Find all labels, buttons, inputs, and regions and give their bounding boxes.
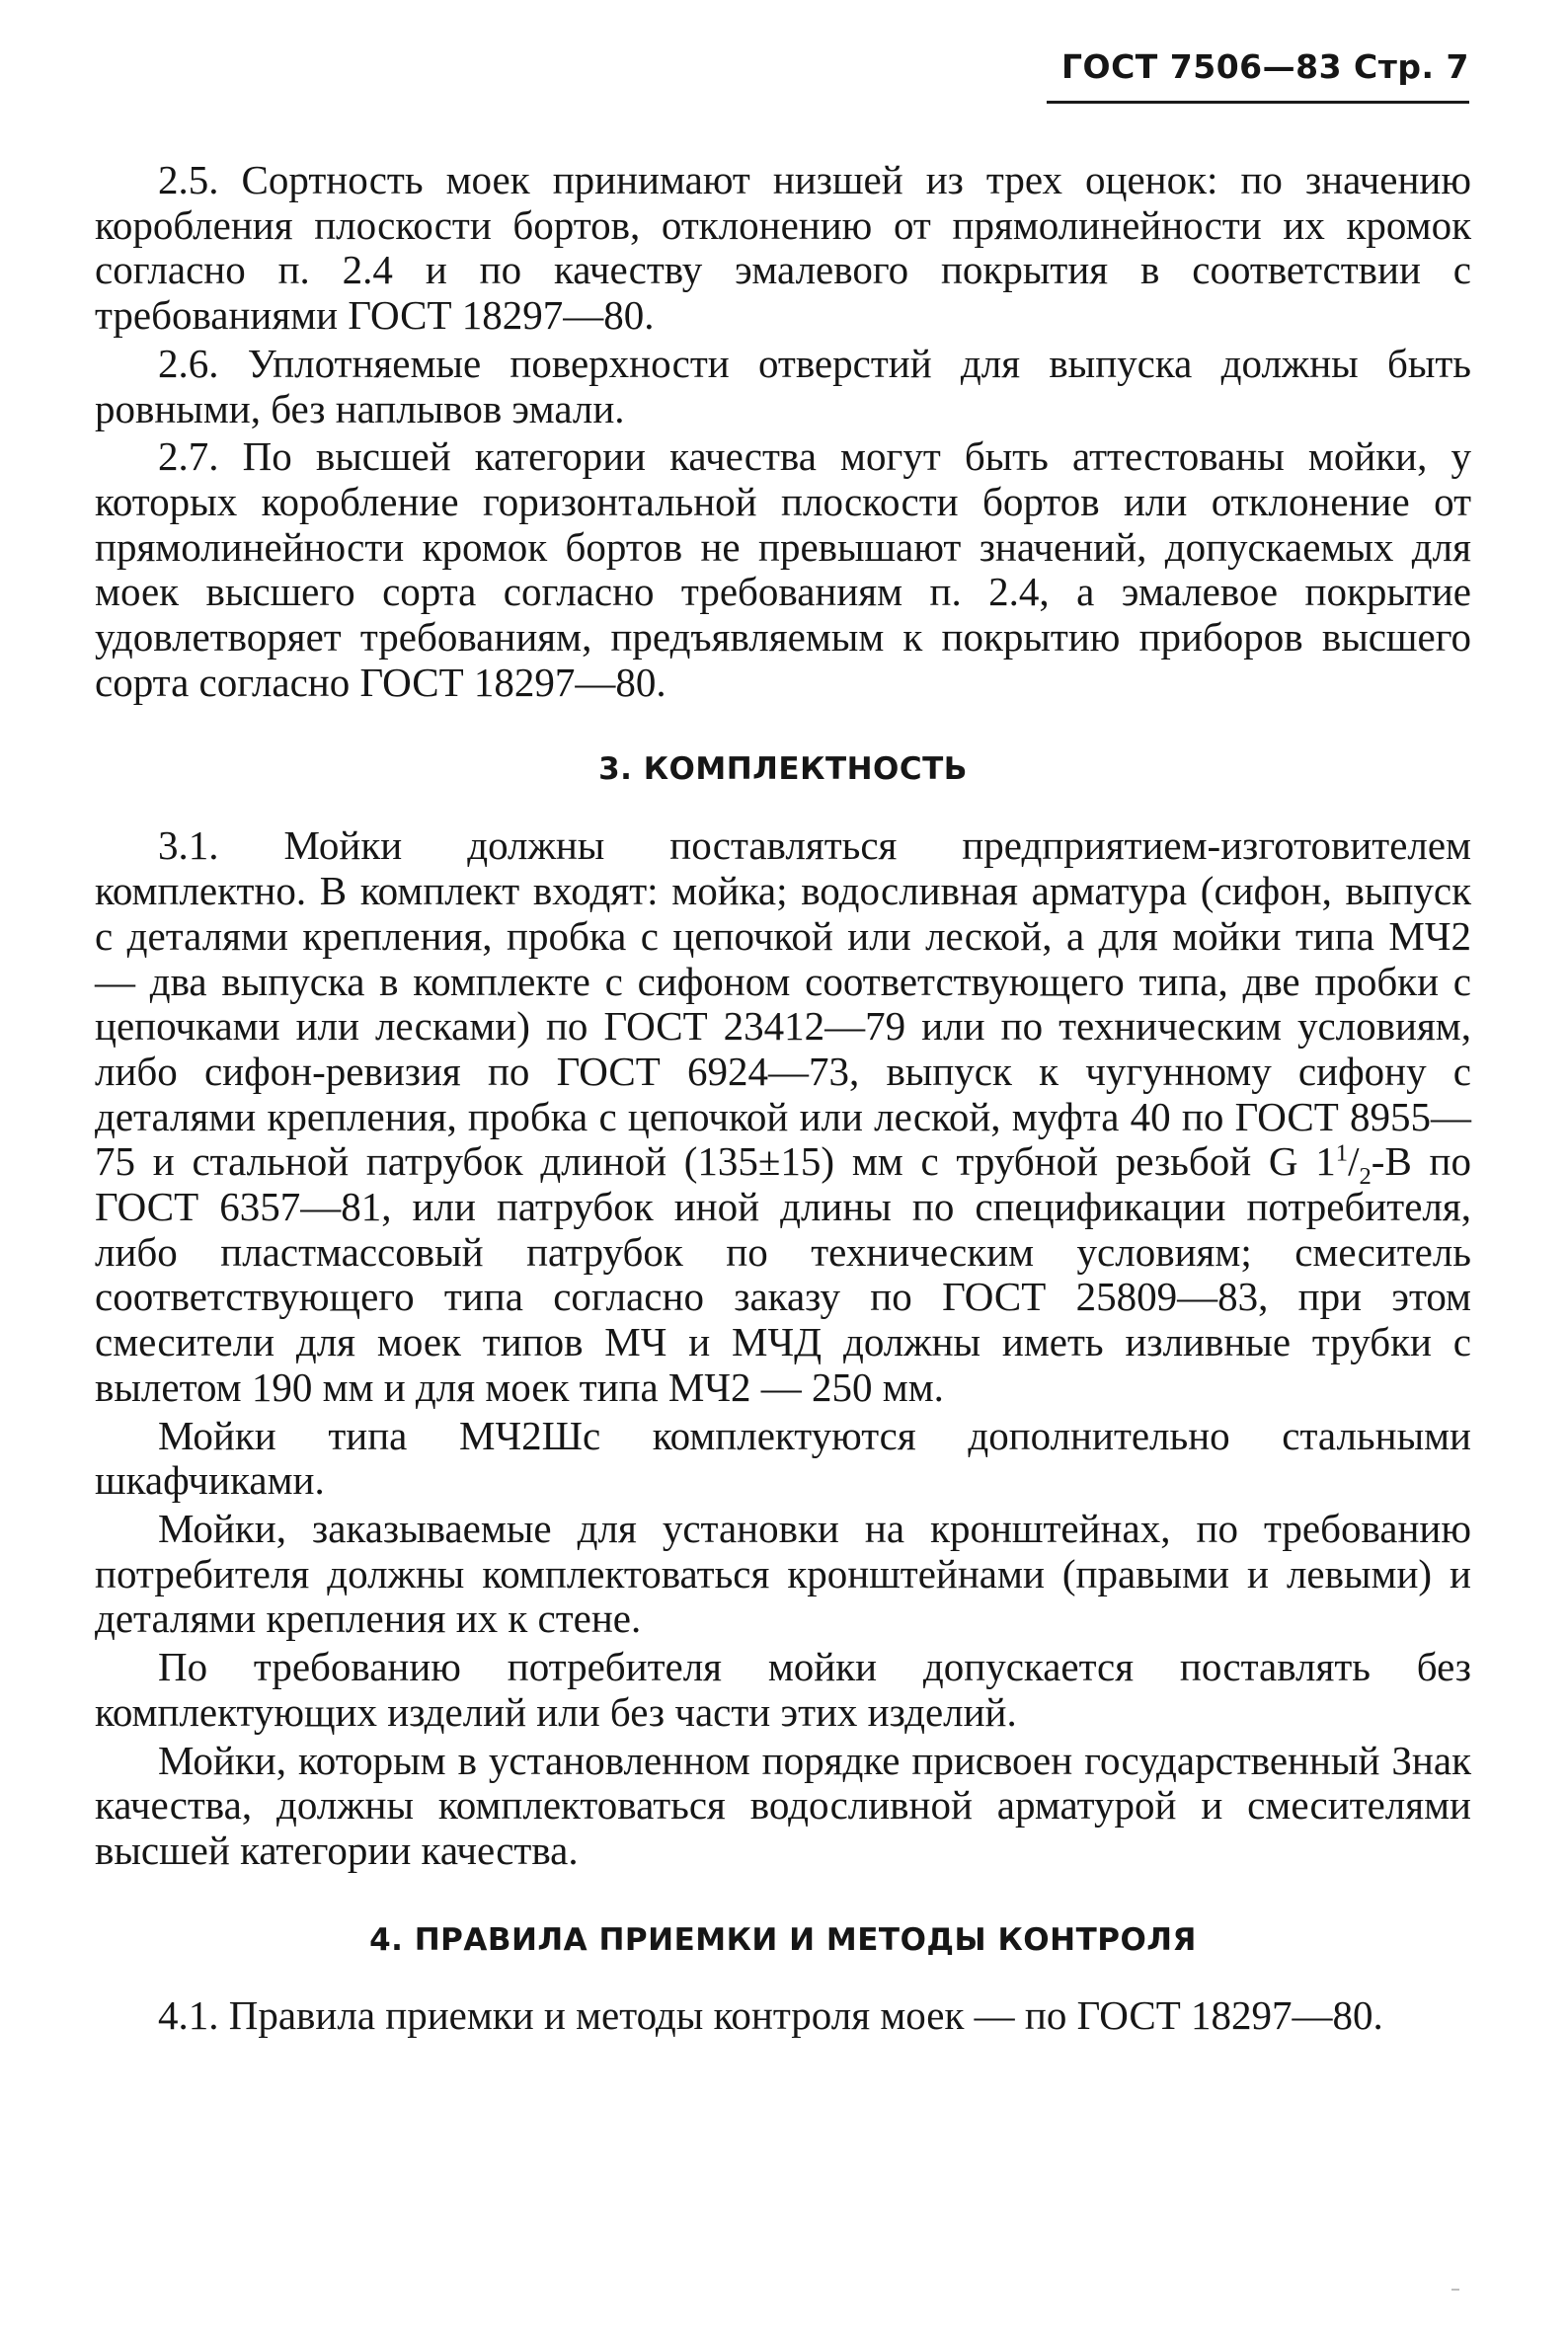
- header-rule: [1047, 101, 1469, 104]
- paragraph-2-5: 2.5. Сортность моек принимают низшей из трех оценок: по значению коробления плоскости бортов, отклонению от прямолинейности их кромок согласно п. 2.4 и по качеству эмалевого покрытия в соответствии с требованиями ГОСТ 18297—80.: [95, 157, 1471, 339]
- section-3-title: 3. КОМПЛЕКТНОСТЬ: [598, 751, 968, 788]
- fraction-denominator: 2: [1359, 1163, 1372, 1191]
- paragraph-shkafchiki: Мойки типа МЧ2Шс комплектуются дополнительно стальными шкафчиками.: [95, 1412, 1471, 1504]
- fraction-numerator: 1: [1335, 1139, 1349, 1167]
- paragraph-kronshteiny: Мойки, заказываемые для установки на кронштейнах, по требованию потребителя должны комплектоваться кронштейнами (правыми и левыми) и деталями крепления их к стене.: [95, 1505, 1471, 1642]
- scan-mark: [1451, 2289, 1459, 2291]
- paragraph-2-7: 2.7. По высшей категории качества могут быть аттестованы мойки, у которых коробление горизонтальной плоскости бортов или отклонение от прямолинейности кромок бортов не превышают значений, допускаемых для моек высшего сорта согласно требованиям п. 2.4, а эмалевое покрытие удовлетворяет требованиям, предъявляемым к покрытию приборов высшего сорта согласно ГОСТ 18297—80.: [95, 433, 1471, 705]
- paragraph-2-6: 2.6. Уплотняемые поверхности отверстий для выпуска должны быть ровными, без наплывов эмали.: [95, 340, 1471, 431]
- fraction-slash: /: [1348, 1138, 1360, 1185]
- paragraph-3-1-part1: 3.1. Мойки должны поставляться предприятием-изготовителем комплектно. В комплект входят: мойка; водосливная арматура (сифон, выпуск с деталями крепления, пробка с цепочкой или леской, а для мойки типа МЧ2 — два выпуска в комплекте с сифоном соответствующего типа, две пробки с цепочками или лесками) по ГОСТ 23412—79 или по техническим условиям, либо сифон-ревизия по ГОСТ 6924—73, выпуск к чугунному сифону с деталями крепления, пробка с цепочкой или леской, муфта 40 по ГОСТ 8955—75 и стальной патрубок длиной (135±15) мм с трубной резьбой G 1: [95, 822, 1471, 1185]
- paragraph-znak-kachestva: Мойки, которым в установленном порядке присвоен государственный Знак качества, должны комплектоваться водосливной арматурой и смесителями высшей категории качества.: [95, 1737, 1471, 1873]
- page-header: ГОСТ 7506—83 Стр. 7: [1060, 47, 1469, 86]
- section-4-title: 4. ПРАВИЛА ПРИЕМКИ И МЕТОДЫ КОНТРОЛЯ: [369, 1921, 1197, 1958]
- paragraph-4-1: 4.1. Правила приемки и методы контроля моек — по ГОСТ 18297—80.: [158, 1991, 1383, 2038]
- paragraph-3-1-part2: -В по ГОСТ 6357—81, или патрубок иной длины по спецификации потребителя, либо пластмассовый патрубок по техническим условиям; смеситель соответствующего типа согласно заказу по ГОСТ 25809—83, при этом смесители для моек типов МЧ и МЧД должны иметь изливные трубки с вылетом 190 мм и для моек типа МЧ2 — 250 мм.: [95, 1138, 1471, 1410]
- paragraph-bez-komplektuyushchikh: По требованию потребителя мойки допускается поставлять без комплектующих изделий или без части этих изделий.: [95, 1644, 1471, 1735]
- page-content: [95, 158, 1471, 2038]
- paragraph-3-1: [95, 823, 1471, 1410]
